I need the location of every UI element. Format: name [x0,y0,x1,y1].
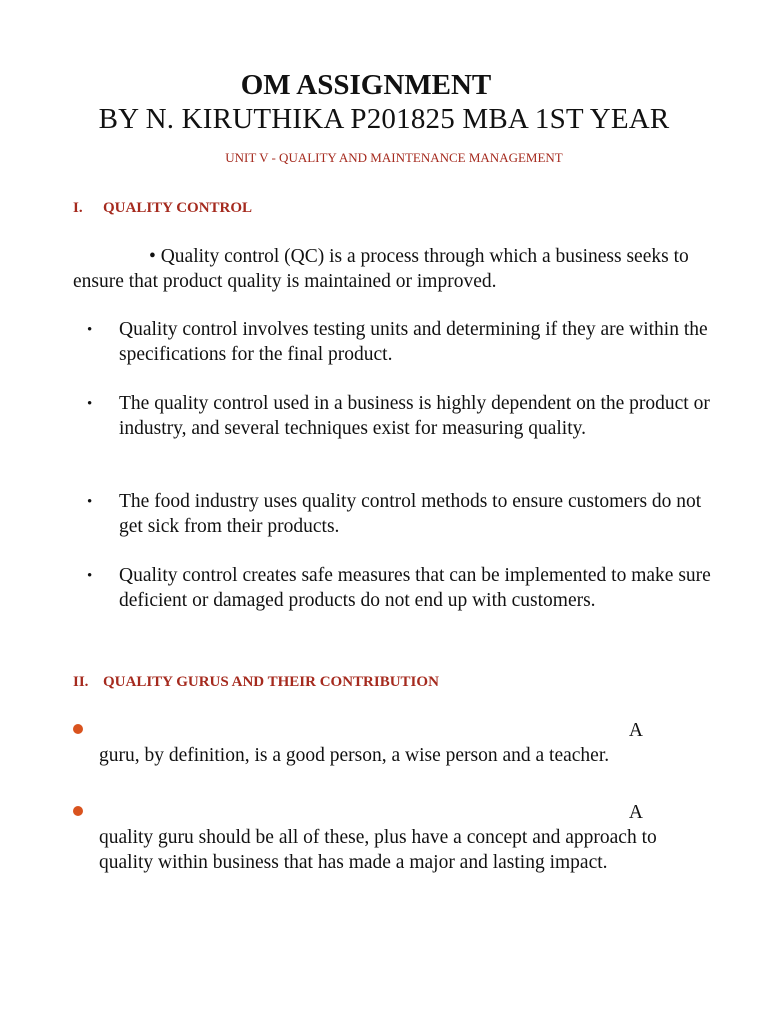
list-item [73,392,713,441]
document-title: OM ASSIGNMENT [240,69,492,101]
list-item [73,718,713,768]
list-item-text: The quality control used in a business is highly dependent on the product or industry, and several techniques exist for measuring quality. [119,393,710,439]
intro-paragraph [73,244,713,294]
bullet-icon: • [87,322,93,338]
list-item-text: The food industry uses quality control methods to ensure customers do not get sick from their products. [119,491,702,537]
list-item [73,490,713,539]
list-item-lead: A [628,720,643,741]
list-item-lead: A [628,802,643,823]
list-item-text: Quality control creates safe measures that can be implemented to make sure deficient or damaged products do not end up with customers. [119,565,711,611]
section-number: I. [73,200,83,216]
section-title: QUALITY GURUS AND THEIR CONTRIBUTION [103,674,439,690]
bullet-icon: • [87,494,93,510]
bullet-icon: • [87,568,93,584]
section-heading-quality-gurus [73,673,439,691]
section-heading-quality-control [73,199,252,217]
bullet-dot-icon [73,806,83,816]
section-number: II. [73,674,89,690]
bullet-dot-icon [73,724,83,734]
section-title: QUALITY CONTROL [103,200,253,216]
list-item [73,800,713,875]
intro-text: Quality control (QC) is a process through which a business seeks to ensure that product quality is maintained or improved. [73,246,689,292]
bullet-icon: • [87,396,93,412]
list-item [73,318,713,367]
intro-bullet-glyph: • [149,246,156,267]
list-item-text: Quality control involves testing units and determining if they are within the specifications for the final product. [119,319,708,365]
list-item-text: guru, by definition, is a good person, a wise person and a teacher. [99,745,610,766]
list-item-text: quality guru should be all of these, plus have a concept and approach to quality within business that has made a major and lasting impact. [99,827,657,873]
author-line: BY N. KIRUTHIKA P201825 MBA 1ST YEAR [98,103,670,135]
unit-heading: UNIT V - QUALITY AND MAINTENANCE MANAGEMENT [225,150,563,165]
list-item [73,564,713,613]
